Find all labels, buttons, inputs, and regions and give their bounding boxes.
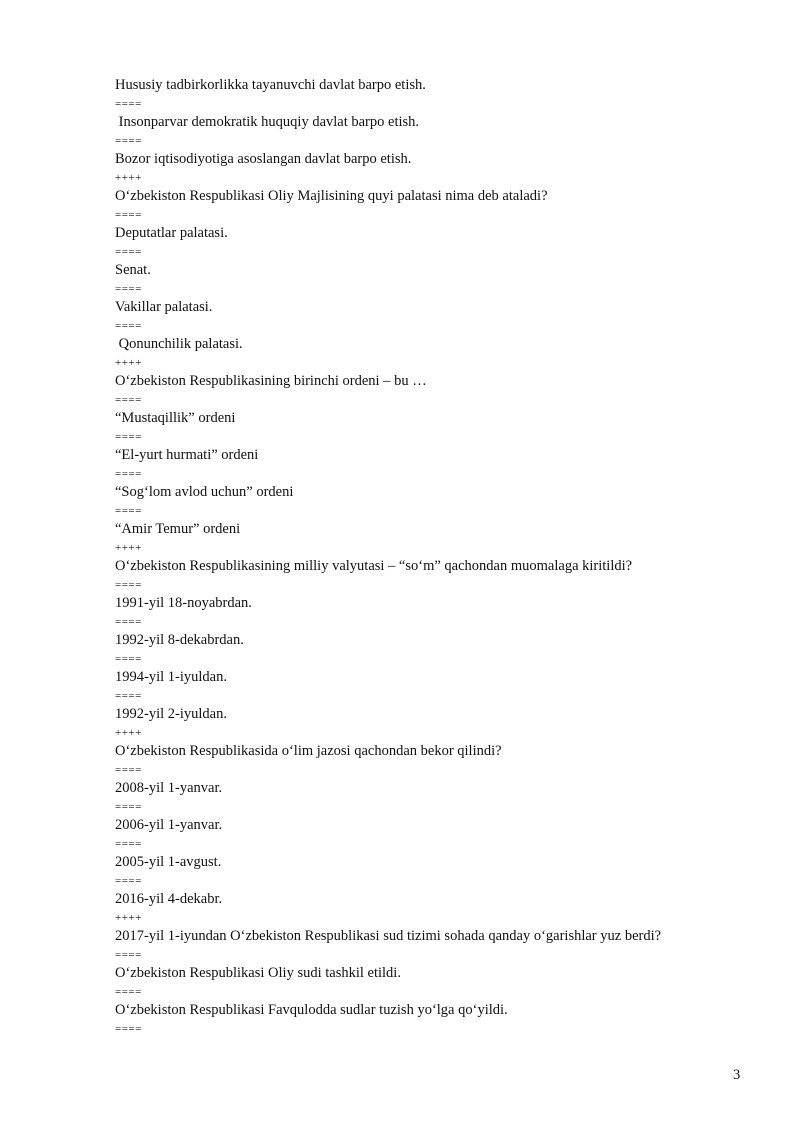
text-line: 1991-yil 18-noyabrdan.: [115, 595, 252, 611]
separator-line: ====: [115, 394, 142, 406]
text-line: “Amir Temur” ordeni: [115, 521, 241, 537]
separator-line: ====: [115, 505, 142, 517]
separator-line: ++++: [115, 912, 142, 924]
text-line: 2017-yil 1-iyundan O‘zbekiston Respublikasi sud tizimi sohada qanday o‘garishlar yuz berdi?: [115, 928, 662, 944]
separator-line: ++++: [115, 727, 142, 739]
separator-line: ====: [115, 838, 142, 850]
text-line: “Mustaqillik” ordeni: [115, 410, 236, 426]
separator-line: ====: [115, 283, 142, 295]
separator-line: ====: [115, 653, 142, 665]
text-line: Qonunchilik palatasi.: [115, 336, 243, 352]
text-line: Hususiy tadbirkorlikka tayanuvchi davlat barpo etish.: [115, 77, 426, 93]
text-line: “Sog‘lom avlod uchun” ordeni: [115, 484, 294, 500]
separator-line: ====: [115, 246, 142, 258]
separator-line: ====: [115, 320, 142, 332]
text-line: 1992-yil 2-iyuldan.: [115, 706, 227, 722]
separator-line: ====: [115, 690, 142, 702]
separator-line: ++++: [115, 172, 142, 184]
text-line: O‘zbekiston Respublikasining milliy valyutasi – “so‘m” qachondan muomalaga kiritildi?: [115, 558, 633, 574]
separator-line: ====: [115, 209, 142, 221]
text-line: Insonparvar demokratik huquqiy davlat barpo etish.: [115, 114, 420, 130]
separator-line: ====: [115, 875, 142, 887]
text-line: 2008-yil 1-yanvar.: [115, 780, 223, 796]
text-line: O‘zbekiston Respublikasining birinchi ordeni – bu …: [115, 373, 427, 389]
separator-line: ====: [115, 431, 142, 443]
separator-line: ====: [115, 764, 142, 776]
separator-line: ====: [115, 616, 142, 628]
text-line: Senat.: [115, 262, 151, 278]
separator-line: ====: [115, 579, 142, 591]
separator-line: ++++: [115, 542, 142, 554]
text-line: “El-yurt hurmati” ordeni: [115, 447, 259, 463]
text-line: O‘zbekiston Respublikasida o‘lim jazosi qachondan bekor qilindi?: [115, 743, 502, 759]
text-line: Deputatlar palatasi.: [115, 225, 228, 241]
text-line: O‘zbekiston Respublikasi Oliy Majlisining quyi palatasi nima deb ataladi?: [115, 188, 548, 204]
separator-line: ====: [115, 1023, 142, 1035]
text-line: O‘zbekiston Respublikasi Oliy sudi tashkil etildi.: [115, 965, 401, 981]
text-line: Vakillar palatasi.: [115, 299, 213, 315]
text-line: 2016-yil 4-dekabr.: [115, 891, 223, 907]
text-line: 1994-yil 1-iyuldan.: [115, 669, 227, 685]
separator-line: ====: [115, 801, 142, 813]
separator-line: ====: [115, 468, 142, 480]
separator-line: ====: [115, 986, 142, 998]
text-line: Bozor iqtisodiyotiga asoslangan davlat barpo etish.: [115, 151, 412, 167]
separator-line: ====: [115, 135, 142, 147]
text-line: 1992-yil 8-dekabrdan.: [115, 632, 244, 648]
text-line: O‘zbekiston Respublikasi Favqulodda sudlar tuzish yo‘lga qo‘yildi.: [115, 1002, 508, 1018]
document-page: [115, 76, 755, 1038]
text-line: 2005-yil 1-avgust.: [115, 854, 222, 870]
page-number: 3: [733, 1067, 741, 1083]
separator-line: ====: [115, 98, 142, 110]
separator-line: ====: [115, 949, 142, 961]
text-line: 2006-yil 1-yanvar.: [115, 817, 223, 833]
separator-line: ++++: [115, 357, 142, 369]
